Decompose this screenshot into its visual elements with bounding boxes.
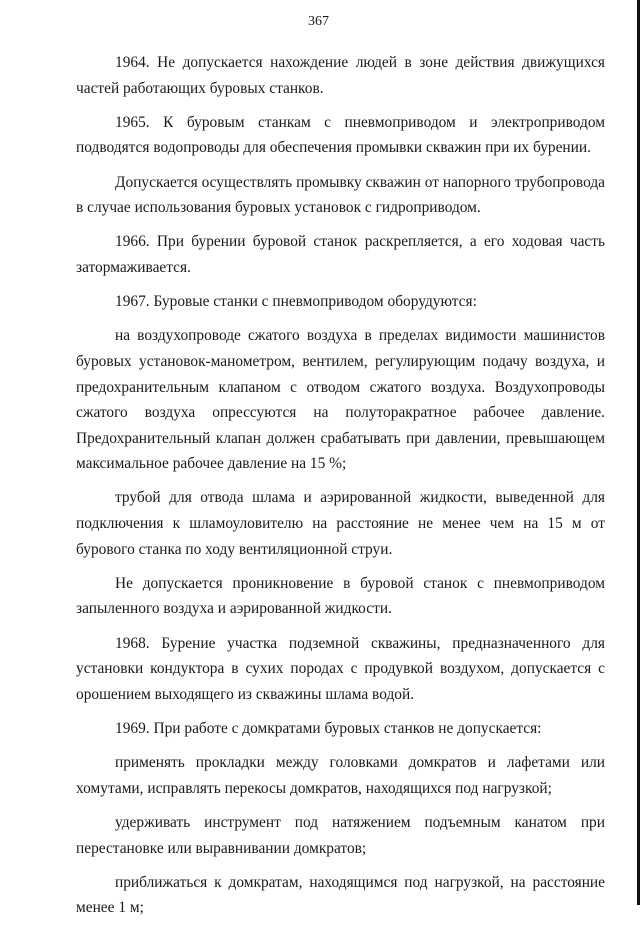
paragraph-1969-holding-tool: удерживать инструмент под натяжением подъемным канатом при перестановке или выравнивании домкратов; [76,813,605,857]
paragraph-1967-prohibition: Не допускается проникновение в буровой станок с пневмоприводом запыленного воздуха и аэрированной жидкости. [76,574,605,618]
paragraph-1968: 1968. Бурение участка подземной скважины, предназначенного для установки кондуктора в сухих породах с продувкой воздухом, допускается с орошением выходящего из скважины шлама водой. [76,634,605,703]
paragraph-1969-approach: приближаться к домкратам, находящимся под нагрузкой, на расстояние менее 1 м; [76,873,605,917]
paragraph-1967-air-line: на воздухопроводе сжатого воздуха в пределах видимости машинистов буровых установок-манометром, вентилем, регулирующим подачу воздуха, и предохранительным клапаном с отводом сжатого воздуха. Воздухопроводы сжатого воздуха опрессуются на полуторакратное рабочее давление. Предохранительный клапан должен срабатывать при давлении, превышающем максимальное рабочее давление на 15 %; [76,327,605,473]
paragraph-1965-washing: Допускается осуществлять промывку скважин от напорного трубопровода в случае использования буровых установок с гидроприводом. [76,173,605,217]
paragraph-1967: 1967. Буровые станки с пневмоприводом оборудуются: [115,293,477,311]
paragraph-1967-sludge-pipe: трубой для отвода шлама и аэрированной жидкости, выведенной для подключения к шламоуловителю на расстояние не менее чем на 15 м от бурового станка по ходу вентиляционной струи. [76,489,605,558]
document-body [76,50,605,930]
paragraph-1964: 1964. Не допускается нахождение людей в зоне действия движущихся частей работающих буровых станков. [76,54,605,97]
paragraph-1969-spacers: применять прокладки между головками домкратов и лафетами или хомутами, исправлять перекосы домкратов, находящихся под нагрузкой; [76,754,605,797]
paragraph-1965: 1965. К буровым станкам с пневмоприводом и электроприводом подводятся водопроводы для обеспечения промывки скважин при их бурении. [76,113,605,157]
paragraph-1969: 1969. При работе с домкратами буровых станков не допускается: [115,720,542,737]
paragraph-1966: 1966. При бурении буровой станок раскрепляется, а его ходовая часть затормаживается. [76,233,605,276]
page-number: 367 [308,14,329,29]
